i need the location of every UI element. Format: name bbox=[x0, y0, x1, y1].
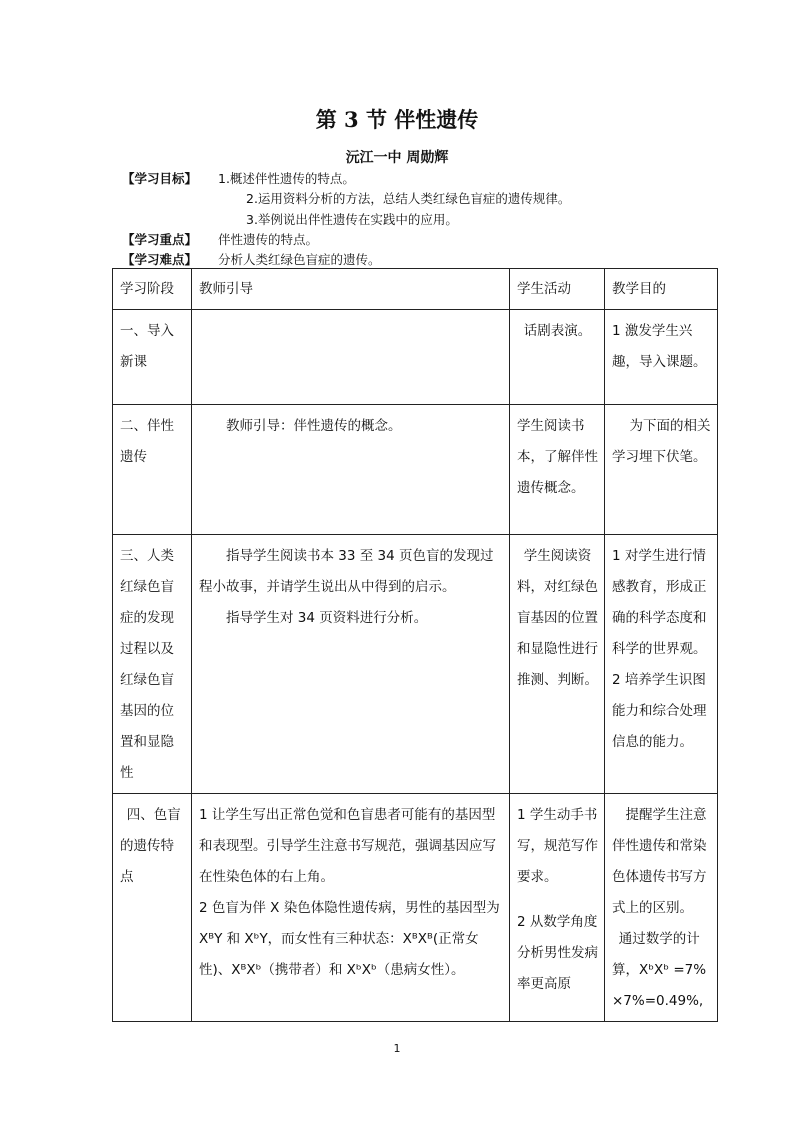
header-goal: 教学目的 bbox=[605, 269, 718, 310]
key-points-text: 伴性遗传的特点。 bbox=[218, 232, 319, 247]
lesson-plan-table bbox=[112, 268, 718, 1022]
author-line: 沅江一中 周勋辉 bbox=[345, 150, 449, 166]
table-row bbox=[113, 794, 718, 1022]
teacher-cell bbox=[192, 535, 510, 794]
difficulty-label: 【学习难点】 bbox=[122, 252, 198, 267]
goal-cell bbox=[605, 535, 718, 794]
goal-text: 2 培养学生识图能力和综合处理信息的能力。 bbox=[612, 672, 707, 750]
goal-text: 通过数学的计算，XᵇXᵇ =7%×7%=0.49%, bbox=[612, 931, 707, 1009]
goal-text: 1 对学生进行情感教育，形成正确的科学态度和科学的世界观。 bbox=[612, 548, 707, 657]
student-text: 2 从数学角度分析男性发病率更高原 bbox=[517, 914, 598, 992]
student-cell bbox=[510, 535, 605, 794]
teacher-text: 指导学生阅读书本 33 至 34 页色盲的发现过程小故事，并请学生说出从中得到的启示。 bbox=[199, 548, 494, 595]
difficulty-row bbox=[122, 251, 381, 269]
stage-cell bbox=[113, 794, 192, 1022]
stage-cell: 二、伴性遗传 bbox=[113, 405, 192, 535]
objectives-label: 【学习目标】 bbox=[122, 171, 198, 186]
teacher-cell bbox=[192, 310, 510, 405]
teacher-cell bbox=[192, 794, 510, 1022]
goal-cell bbox=[605, 405, 718, 535]
objective-item: 3.举例说出伴性遗传在实践中的应用。 bbox=[246, 212, 458, 227]
objective-item: 1.概述伴性遗传的特点。 bbox=[218, 171, 355, 186]
stage-cell: 一、导入新课 bbox=[113, 310, 192, 405]
teacher-cell bbox=[192, 405, 510, 535]
goal-text: 为下面的相关学习埋下伏笔。 bbox=[612, 418, 711, 465]
table-row bbox=[113, 310, 718, 405]
objective-item: 2.运用资料分析的方法，总结人类红绿色盲症的遗传规律。 bbox=[246, 191, 571, 206]
teacher-text: 2 色盲为伴 X 染色体隐性遗传病，男性的基因型为 XᴮY 和 XᵇY，而女性有三种状态：XᴮXᴮ(正常女性)、XᴮXᵇ（携带者）和 XᵇXᵇ（患病女性）。 bbox=[199, 900, 500, 978]
table-header-row bbox=[113, 269, 718, 310]
page-title: 第 3 节 伴性遗传 bbox=[315, 107, 479, 132]
student-cell bbox=[510, 310, 605, 405]
goal-cell bbox=[605, 310, 718, 405]
table-row bbox=[113, 535, 718, 794]
student-text: 话剧表演。 bbox=[523, 323, 592, 339]
table-row bbox=[113, 405, 718, 535]
student-text: 学生阅读资料，对红绿色盲基因的位置和显隐性进行推测、判断。 bbox=[517, 548, 598, 688]
goal-cell bbox=[605, 794, 718, 1022]
key-points-label: 【学习重点】 bbox=[122, 232, 198, 247]
stage-text: 四、色盲的遗传特点 bbox=[120, 807, 181, 885]
goal-text: 1 激发学生兴趣，导入课题。 bbox=[612, 323, 707, 370]
header-stage: 学习阶段 bbox=[113, 269, 192, 310]
objectives-row bbox=[122, 170, 355, 188]
teacher-text: 指导学生对 34 页资料进行分析。 bbox=[226, 610, 428, 626]
difficulty-text: 分析人类红绿色盲症的遗传。 bbox=[218, 252, 381, 267]
header-teacher: 教师引导 bbox=[192, 269, 510, 310]
stage-cell: 三、人类红绿色盲症的发现过程以及红绿色盲基因的位置和显隐性 bbox=[113, 535, 192, 794]
teacher-text: 教师引导：伴性遗传的概念。 bbox=[226, 418, 402, 434]
student-text: 1 学生动手书写，规范写作要求。 bbox=[517, 807, 598, 885]
teacher-text: 1 让学生写出正常色觉和色盲患者可能有的基因型和表现型。引导学生注意书写规范，强调基因应写在性染色体的右上角。 bbox=[199, 807, 496, 885]
page-number: 1 bbox=[393, 1042, 401, 1055]
key-points-row bbox=[122, 231, 318, 249]
goal-text: 提醒学生注意伴性遗传和常染色体遗传书写方式上的区别。 bbox=[612, 807, 707, 916]
header-student: 学生活动 bbox=[510, 269, 605, 310]
student-cell bbox=[510, 405, 605, 535]
spacer bbox=[517, 893, 598, 907]
student-cell bbox=[510, 794, 605, 1022]
student-text: 学生阅读书本，了解伴性遗传概念。 bbox=[517, 418, 598, 496]
